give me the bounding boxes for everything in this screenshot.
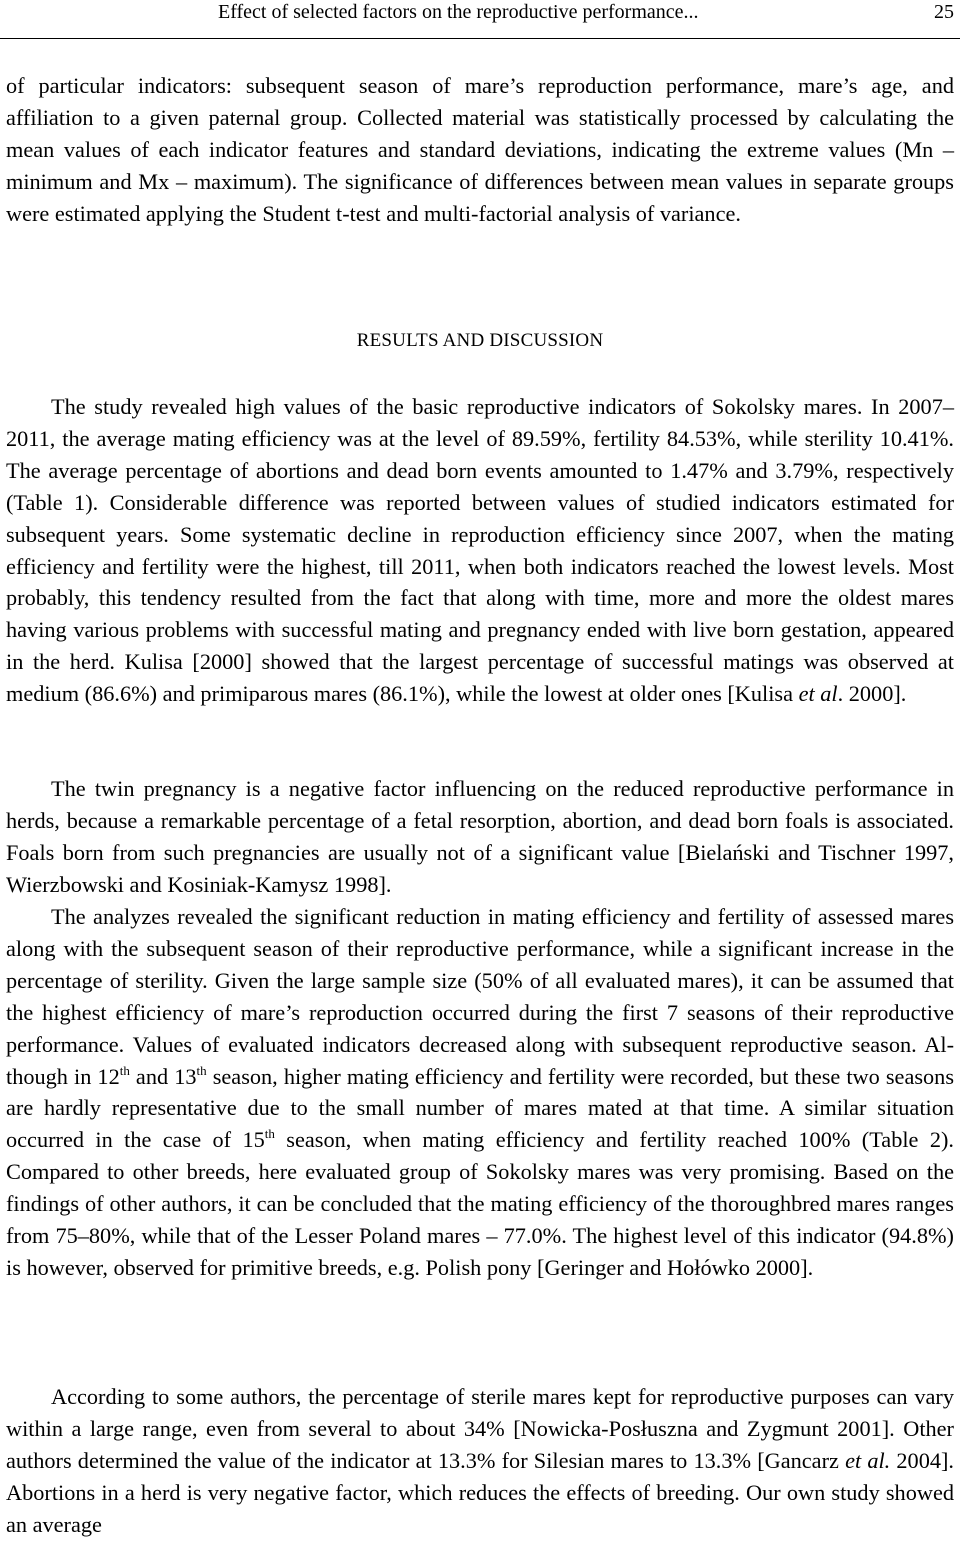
paragraph-results-1 <box>6 391 954 710</box>
text-run: season, higher mating efficiency and fertility were recorded, but these two seasons are hardly representative due to the small number of mares mated at that time. A similar situation occurred in the case of 15 <box>6 1063 955 1153</box>
text-run: The study revealed high values of the basic reproductive indicators of Sokolsky mares. In 2007–2011, the average mating efficiency was at the level of 89.59%, fertility 84.53%, while sterility 10.41%. The average percentage of abortions and dead born events amounted to 1.47% and 3.79%, respectively (Table 1). Considerable difference was reported between values of studied indicators estimated for subsequent years. Some systematic decline in reproduction efficiency since 2007, when the mating efficiency and fertility were the highest, till 2011, when both indicators reached the lowest levels. Most probably, this tendency resulted from the fact that along with time, more and more the oldest mares having various problems with successful mating and pregnancy ended with live born gestation, appeared in the herd. Kulisa [2000] showed that the largest percentage of successful matings was observed at medium (86.6%) and primiparous mares (86.1%), while the lowest at older ones [Kulisa <box>6 394 954 707</box>
paragraph-sterile-mares <box>6 1381 954 1541</box>
italic-et-al: et al <box>798 681 838 707</box>
section-heading: RESULTS AND DISCUSSION <box>356 330 604 351</box>
text-run: and 13 <box>129 1063 197 1089</box>
text-run: The analyzes revealed the significant reduction in mating efficiency and fertility of assessed mares along with the subsequent season of their reproductive performance, while a significant increase in the percentage of sterility. Given the large sample size (50% of all evaluated mares), it can be assumed that the highest efficiency of mare’s reproduction occurred during the first 7 seasons of their reproductive performance. Values of evaluated indicators decreased along with subsequent reproductive season. Although in 12 <box>6 904 954 1089</box>
paragraph-twin-pregnancy: The twin pregnancy is a negative factor influencing on the reduced reproductive performance in herds, because a remarkable percentage of a fetal resorption, abortion, and dead born foals is associated. Foals born from such pregnancies are usually not of a significant value [Bielański and Tischner 1997, Wierzbowski and Kosiniak-Kamysz 1998]. <box>6 776 954 897</box>
text-run: season, when mating efficiency and fertility reached 100% (Table 2). Compared to other breeds, here evaluated group of Sokolsky mares was very promising. Based on the findings of other authors, it can be concluded that the mating efficiency of the thoroughbred mares ranges from 75–80%, while that of the Lesser Poland mares – 77.0%. The highest level of this indicator (94.8%) is however, observed for primitive breeds, e.g. Polish pony [Geringer and Hołówko 2000]. <box>6 1127 954 1280</box>
page-number: 25 <box>934 1 954 23</box>
superscript-th: th <box>264 1126 275 1142</box>
text-run: According to some authors, the percentage of sterile mares kept for reproductive purposes can vary within a large range, even from several to about 34% [Nowicka-Posłuszna and Zygmunt 2001]. Other authors determined the value of the indicator at 13.3% for Silesian mares to 13.3% [Gancarz <box>6 1384 954 1473</box>
running-title: Effect of selected factors on the reproductive performance... <box>218 1 699 23</box>
italic-et-al: et al. <box>845 1447 891 1473</box>
running-header <box>0 0 960 39</box>
text-run: 2004]. Abortions in a herd is very negative factor, which reduces the effects of breeding. Our own study showed an average <box>6 1447 954 1537</box>
superscript-th: th <box>196 1062 207 1078</box>
paragraph-analyzes <box>6 901 954 1284</box>
paragraph-methods-continued: of particular indicators: subsequent season of mare’s reproduction performance, mare’s age, and affiliation to a given paternal group. Collected material was statistically processed by calculating the mean values of each indicator features and standard deviations, indicating the extreme values (Mn – minimum and Mx – maximum). The significance of differences between mean values in separate groups were estimated applying the Student t-test and multi-factorial analysis of variance. <box>6 73 954 226</box>
superscript-th: th <box>119 1062 130 1078</box>
text-run: . 2000]. <box>837 681 907 707</box>
